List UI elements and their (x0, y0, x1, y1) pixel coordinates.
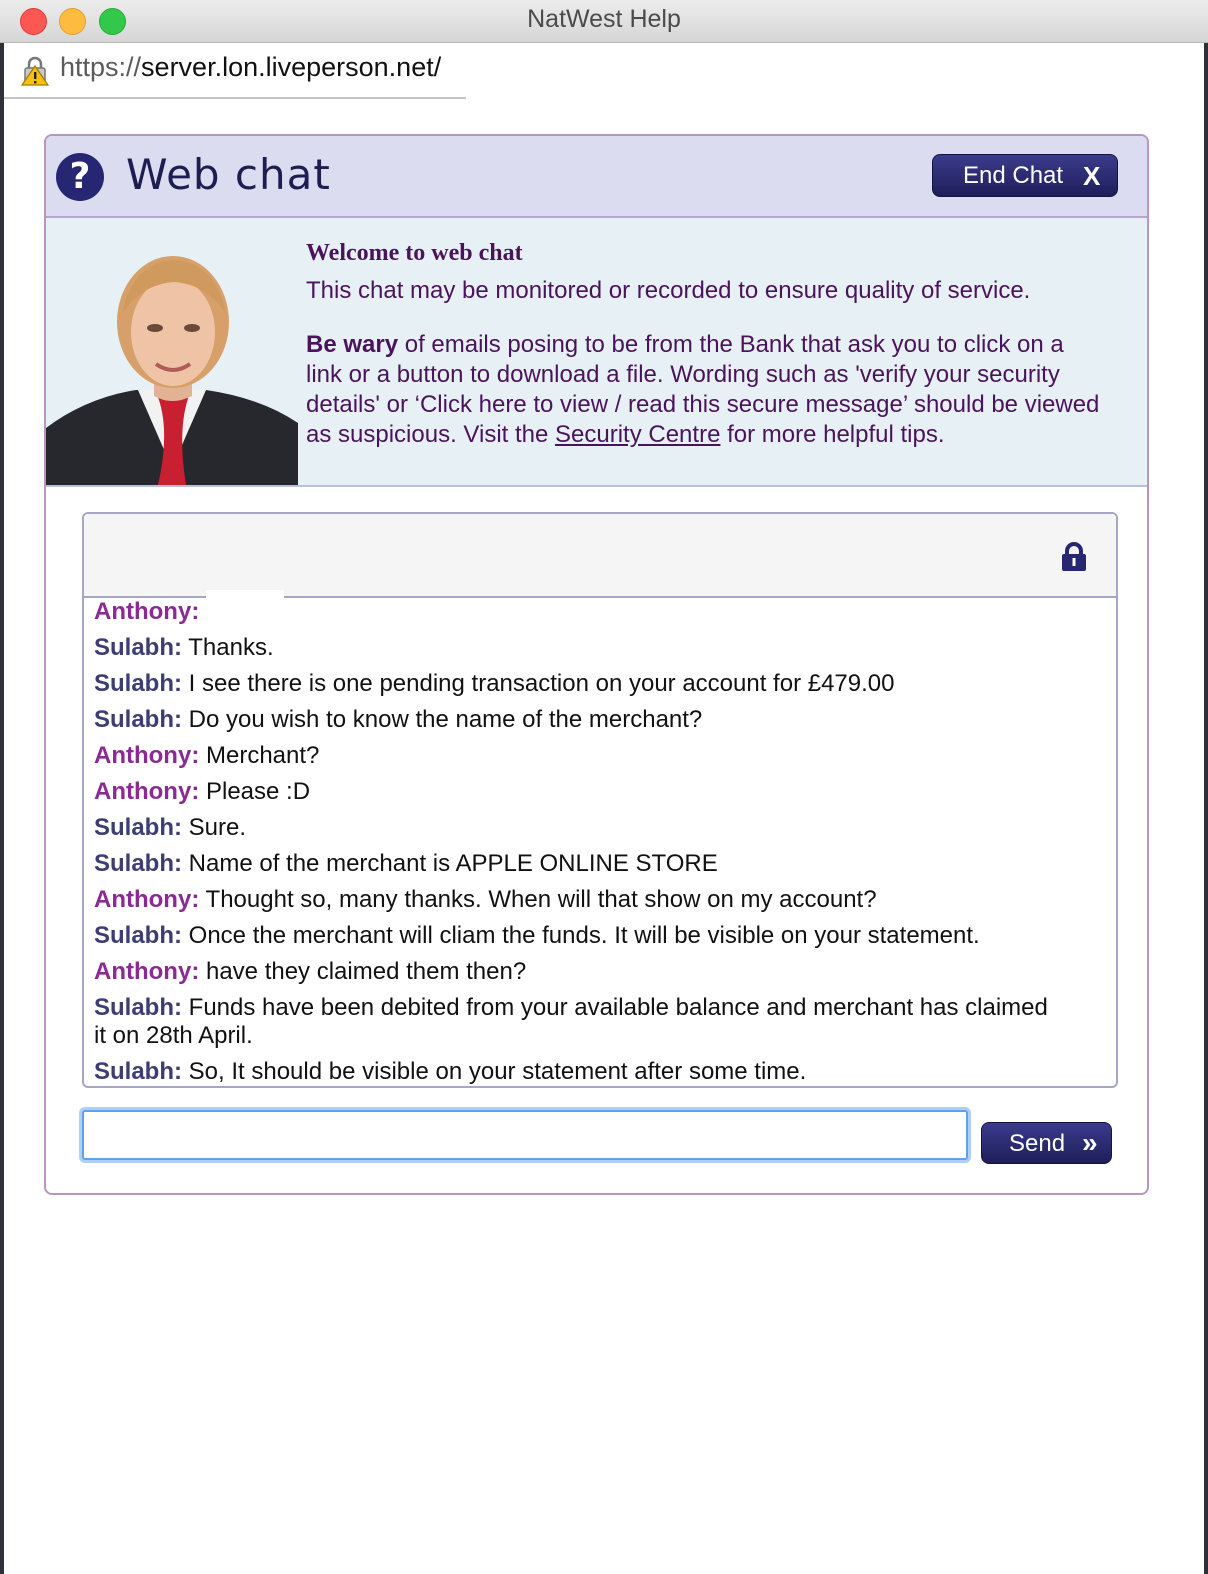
message-sender: Sulabh: (94, 706, 182, 733)
message-text: Do you wish to know the name of the merchant? (182, 706, 703, 733)
chat-message (94, 850, 1054, 878)
message-text: Please :D (199, 778, 311, 805)
chat-message (94, 994, 1054, 1050)
message-sender: Anthony: (94, 778, 200, 805)
window-edge-right (1204, 43, 1208, 1574)
chevron-right-icon: » (1082, 1127, 1098, 1158)
message-sender: Sulabh: (94, 922, 182, 949)
chat-message (94, 778, 1054, 806)
page-title: Web chat (126, 150, 331, 199)
url-host: server.lon.liveperson.net/ (141, 52, 442, 82)
warning-text: of emails posing to be from the Bank that ask you to click on a link or a button to download a file. Wording such as 'verify your security details' or ‘Click here to view / read this secure message’ should be viewed as suspicious. Visit the (306, 331, 1100, 448)
message-text: Once the merchant will cliam the funds. It will be visible on your statement. (182, 922, 980, 949)
address-bar-blank (466, 43, 1176, 99)
close-icon: X (1083, 161, 1101, 191)
message-sender: Sulabh: (94, 670, 182, 697)
url-text[interactable] (60, 52, 441, 83)
window-edge-left (0, 43, 4, 1574)
chat-message (94, 706, 1054, 734)
message-sender: Sulabh: (94, 634, 182, 661)
message-sender: Sulabh: (94, 994, 182, 1021)
message-text: Merchant? (199, 742, 320, 769)
url-scheme: https:// (60, 52, 142, 82)
message-text: have they claimed them then? (199, 958, 527, 985)
message-sender: Anthony: (94, 886, 200, 913)
welcome-text (306, 276, 1106, 474)
message-text: Sure. (182, 814, 247, 841)
chat-message (94, 886, 1054, 914)
chat-message (94, 1058, 1054, 1086)
chat-transcript[interactable] (82, 512, 1118, 1088)
chat-message (94, 814, 1054, 842)
chat-message (94, 742, 1054, 770)
message-list (94, 598, 1104, 1088)
chat-message (94, 598, 1054, 626)
web-chat-panel (44, 134, 1149, 1195)
message-sender: Anthony: (94, 742, 200, 769)
message-text: Funds have been debited from your available balance and merchant has claimed it on 28th April. (94, 994, 1048, 1049)
redacted-block (206, 590, 284, 620)
message-text: Thanks. (182, 634, 274, 661)
message-sender: Sulabh: (94, 1058, 182, 1085)
chat-message (94, 670, 1054, 698)
security-centre-link[interactable]: Security Centre (555, 421, 721, 448)
message-sender: Sulabh: (94, 850, 182, 877)
padlock-icon (1059, 542, 1089, 572)
window-title: NatWest Help (527, 5, 681, 33)
chat-message (94, 922, 1054, 950)
send-label: Send (1009, 1130, 1066, 1157)
chat-message (94, 958, 1054, 986)
chat-message-input[interactable] (82, 1110, 968, 1160)
question-mark-icon[interactable]: ? (56, 153, 104, 201)
warning-lock-icon (20, 56, 50, 86)
message-sender: Anthony: (94, 598, 200, 625)
message-text: So, It should be visible on your statement after some time. (182, 1058, 807, 1085)
monitor-notice: This chat may be monitored or recorded to ensure quality of service. (306, 277, 1031, 304)
message-text (199, 598, 206, 625)
window-titlebar (0, 0, 1208, 43)
message-sender: Anthony: (94, 958, 200, 985)
security-warning (306, 330, 1106, 450)
message-text: I see there is one pending transaction on your account for £479.00 (182, 670, 895, 697)
send-button[interactable] (981, 1122, 1112, 1164)
message-sender: Sulabh: (94, 814, 182, 841)
chat-message (94, 634, 1054, 662)
message-text: Name of the merchant is APPLE ONLINE STORE (182, 850, 718, 877)
transcript-header (84, 514, 1116, 598)
warning-tail: for more helpful tips. (720, 421, 945, 448)
welcome-banner (46, 218, 1147, 487)
welcome-heading: Welcome to web chat (306, 240, 523, 266)
agent-photo (46, 218, 298, 485)
end-chat-label: End Chat (963, 162, 1064, 189)
warning-bold: Be wary (306, 331, 399, 358)
end-chat-button[interactable] (932, 154, 1118, 197)
message-text: Thought so, many thanks. When will that show on my account? (199, 886, 877, 913)
chat-header (46, 136, 1147, 218)
